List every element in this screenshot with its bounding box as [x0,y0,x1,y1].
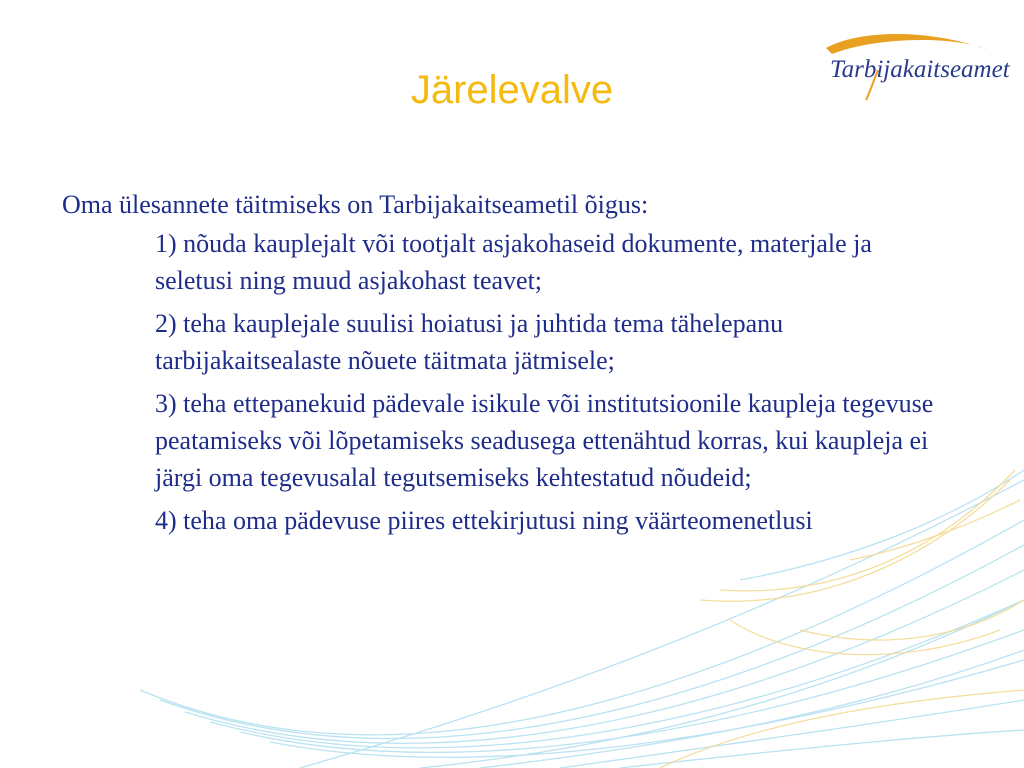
list-item: 2) teha kauplejale suulisi hoiatusi ja juhtida tema tähelepanu tarbijakaitsealaste nõuete täitmata jätmisele; [155,309,784,375]
list-item: 1) nõuda kauplejalt või tootjalt asjakohaseid dokumente, materjale ja seletusi ning muud asjakohast teavet; [155,229,872,295]
slide-body [62,186,952,545]
intro-text: Oma ülesannete täitmiseks on Tarbijakaitseametil õigus: [62,190,649,219]
slide-title: Järelevalve [410,68,614,112]
list-item: 4) teha oma pädevuse piires ettekirjutusi ning väärteomenetlusi [155,506,813,535]
list-item: 3) teha ettepanekuid pädevale isikule või institutsioonile kaupleja tegevuse peatamiseks või lõpetamiseks seadusega ettenähtud korras, kui kaupleja ei järgi oma tegevusalal tegutsemiseks kehtestatud nõudeid; [155,389,934,492]
logo-wordmark: Tarbijakaitseamet [830,56,1010,83]
